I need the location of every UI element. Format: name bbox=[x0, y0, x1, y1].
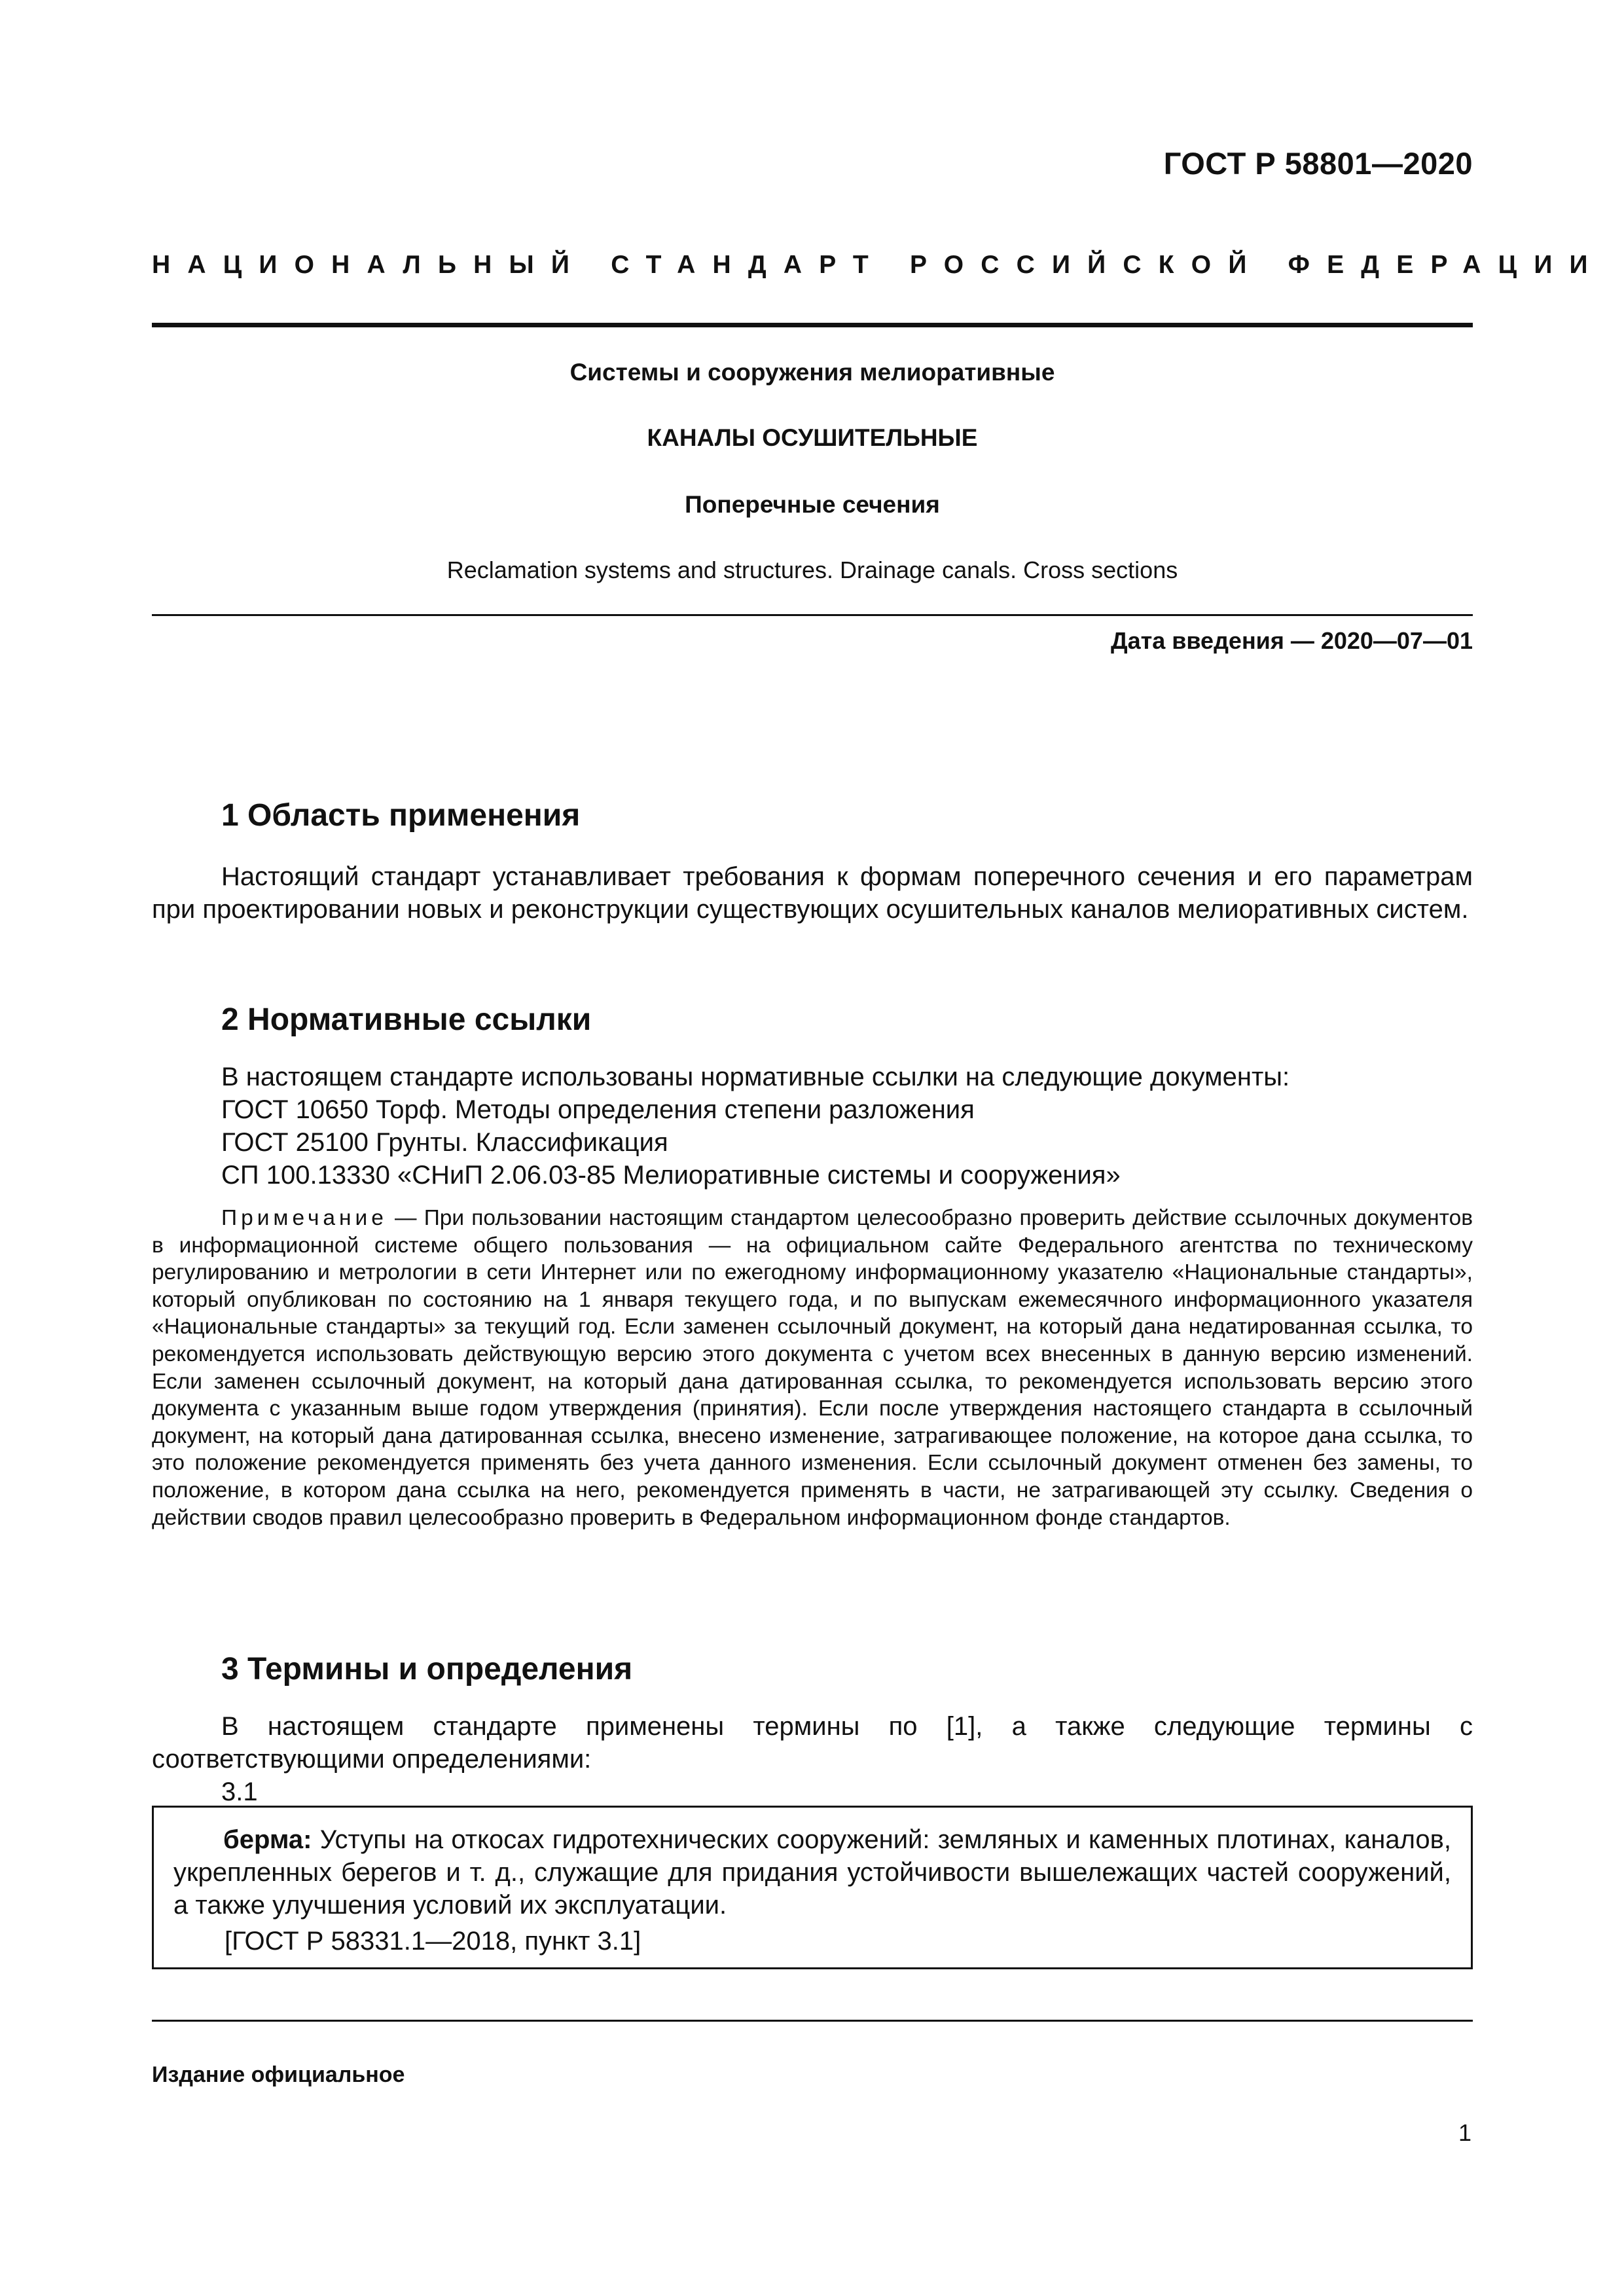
normative-reference: ГОСТ 25100 Грунты. Классификация bbox=[221, 1128, 668, 1157]
page-number: 1 bbox=[1458, 2119, 1471, 2146]
date-introduced: Дата введения — 2020—07—01 bbox=[1110, 627, 1473, 654]
title-cross-sections: Поперечные сечения bbox=[685, 491, 940, 518]
section-3-heading: 3 Термины и определения bbox=[221, 1652, 633, 1686]
term-definition-text: Уступы на откосах гидротехнических сооружений: земляных и каменных плотинах, каналов, укрепленных берегов и т. д., служащие для придания устойчивости вышележащих частей сооружений, а также улучшения условий их эксплуатации. bbox=[173, 1825, 1451, 1920]
edition-label: Издание официальное bbox=[152, 2062, 405, 2087]
national-standard-title: НАЦИОНАЛЬНЫЙ СТАНДАРТ РОССИЙСКОЙ ФЕДЕРАЦИИ bbox=[152, 251, 1605, 279]
normative-reference: ГОСТ 10650 Торф. Методы определения степени разложения bbox=[221, 1095, 975, 1124]
note-paragraph bbox=[152, 1205, 1473, 1531]
term-name: берма: bbox=[223, 1825, 312, 1854]
gost-number: ГОСТ Р 58801—2020 bbox=[1163, 146, 1473, 181]
term-definition-box bbox=[152, 1806, 1473, 1969]
title-systems: Системы и сооружения мелиоративные bbox=[569, 359, 1055, 386]
note-text: — При пользовании настоящим стандартом целесообразно проверить действие ссылочных документов в информационной системе общего пользования — на официальном сайте Федерального агентства по техническому регулированию и метрологии в сети Интернет или по ежегодному информационному указателю «Национальные стандарты», который опубликован по состоянию на 1 января текущего года, и по выпускам ежемесячного информационного указателя «Национальные стандарты» за текущий год. Если заменен ссылочный документ, на который дана недатированная ссылка, то рекомендуется использовать действующую версию этого документа с учетом всех внесенных в данную версию изменений. Если заменен ссылочный документ, на который дана датированная ссылка, то рекомендуется использовать версию этого документа с указанным выше годом утверждения (принятия). Если после утверждения настоящего стандарта в ссылочный документ, на который дана датированная ссылка, внесено изменение, затрагивающее положение, на которое дана ссылка, то это положение рекомендуется применять без учета данного изменения. Если ссылочный документ отменен без замены, то положение, в котором дана ссылка на него, рекомендуется применять в части, не затрагивающей эту ссылку. Сведения о действии сводов правил целесообразно проверить в Федеральном информационном фонде стандартов. bbox=[152, 1206, 1473, 1530]
section-1-heading: 1 Область применения bbox=[221, 798, 581, 833]
header-divider bbox=[152, 323, 1473, 327]
title-english: Reclamation systems and structures. Drainage canals. Cross sections bbox=[446, 556, 1178, 583]
term-source: [ГОСТ Р 58331.1—2018, пункт 3.1] bbox=[225, 1927, 641, 1956]
title-divider bbox=[152, 614, 1473, 616]
section-2-heading: 2 Нормативные ссылки bbox=[221, 1002, 592, 1037]
normative-reference: СП 100.13330 «СНиП 2.06.03-85 Мелиоративные системы и сооружения» bbox=[221, 1161, 1121, 1190]
footer-divider bbox=[152, 2020, 1473, 2022]
title-canals: КАНАЛЫ ОСУШИТЕЛЬНЫЕ bbox=[647, 424, 978, 451]
section-3-intro: В настоящем стандарте применены термины по [1], а также следующие термины с соответствующими определениями: bbox=[152, 1712, 1473, 1774]
term-definition bbox=[173, 1823, 1451, 1922]
term-number: 3.1 bbox=[221, 1777, 258, 1806]
section-2-intro: В настоящем стандарте использованы нормативные ссылки на следующие документы: bbox=[221, 1063, 1290, 1091]
note-label: Примечание bbox=[221, 1206, 388, 1230]
section-1-text: Настоящий стандарт устанавливает требования к формам поперечного сечения и его параметрам при проектировании новых и реконструкции существующих осушительных каналов мелиоративных систем. bbox=[152, 862, 1473, 924]
